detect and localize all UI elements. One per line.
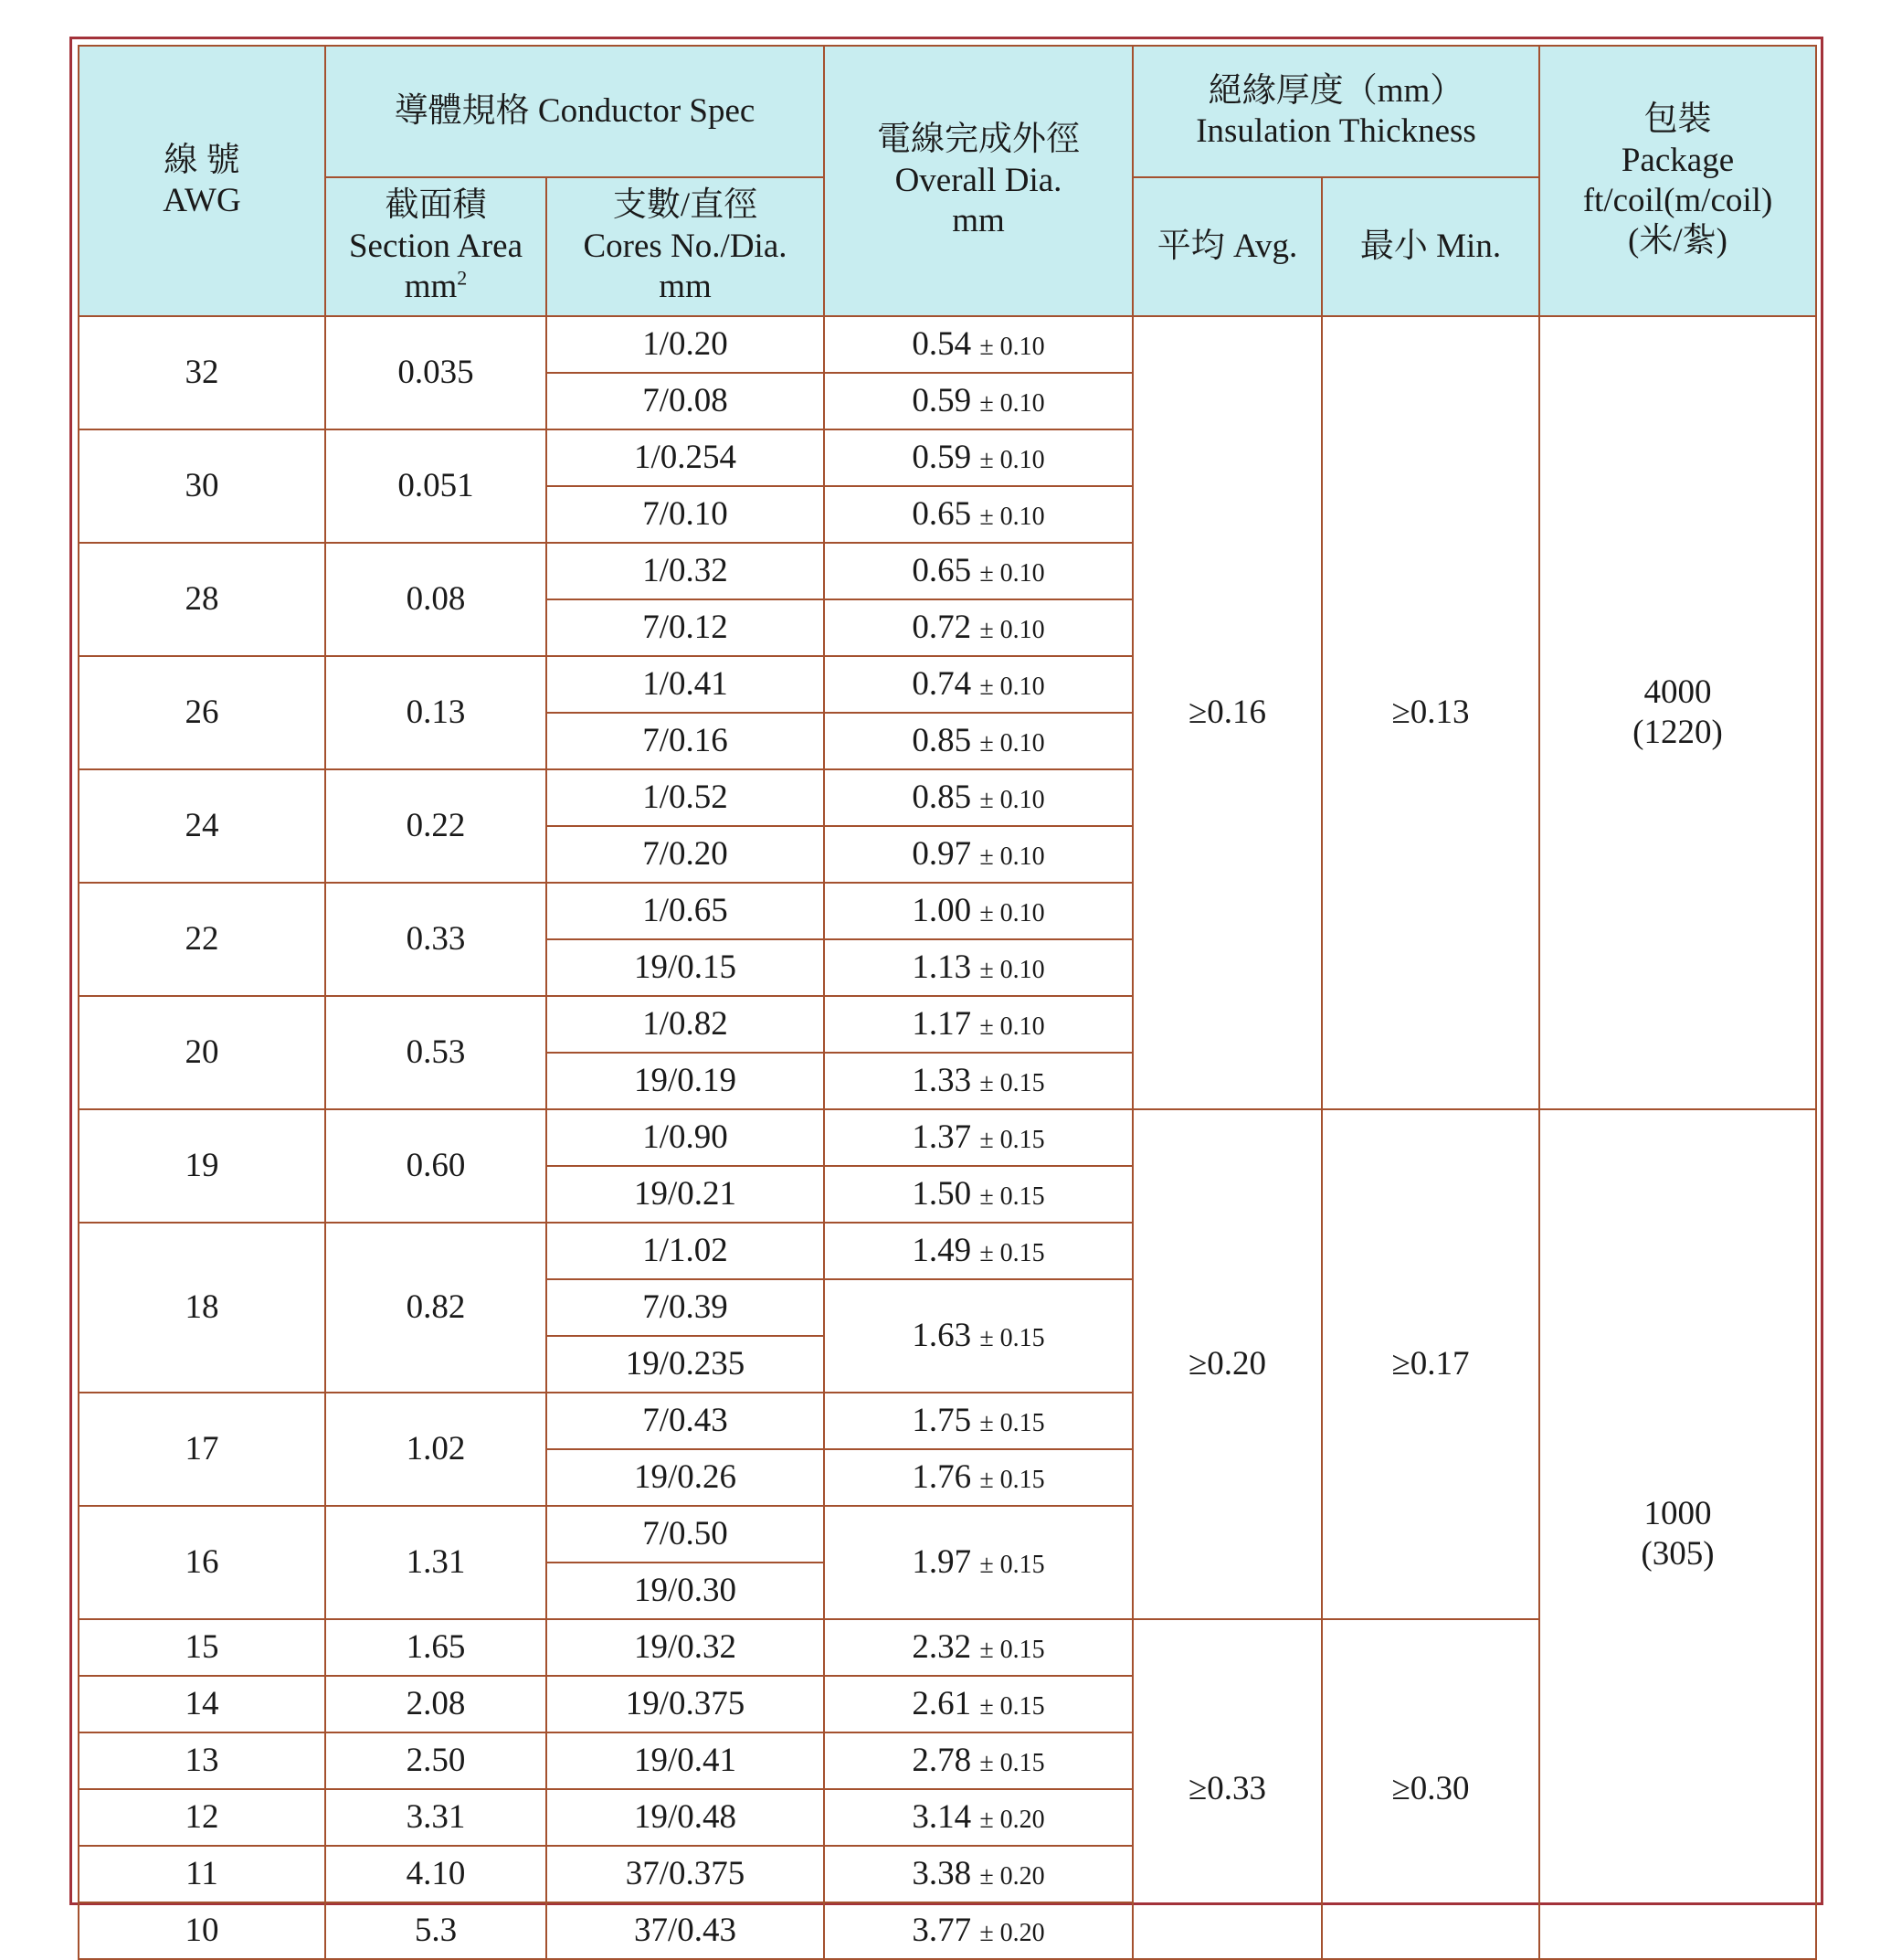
overall-dia-tolerance: ± 0.20 (979, 1861, 1045, 1891)
overall-dia-cell (824, 656, 1133, 713)
header-cores-zh: 支數/直徑 (612, 186, 758, 225)
overall-dia-tolerance: ± 0.10 (979, 672, 1045, 701)
header-overall-unit: mm (952, 202, 1005, 240)
overall-dia-cell (824, 769, 1133, 826)
overall-dia-tolerance: ± 0.15 (979, 1635, 1045, 1664)
overall-dia-value: 0.59 (912, 381, 972, 419)
section-area-cell: 5.3 (325, 1902, 546, 1959)
insulation-min-cell: ≥0.30 (1322, 1619, 1539, 1959)
overall-dia-tolerance: ± 0.15 (979, 1408, 1045, 1437)
overall-dia-tolerance: ± 0.15 (979, 1068, 1045, 1097)
cores-cell: 1/0.82 (546, 996, 824, 1053)
header-insulation-min: 最小 Min. (1322, 177, 1539, 316)
overall-dia-value: 1.76 (912, 1457, 972, 1496)
overall-dia-value: 0.97 (912, 834, 972, 873)
cores-cell: 7/0.08 (546, 373, 824, 429)
overall-dia-cell (824, 1449, 1133, 1506)
overall-dia-value: 1.00 (912, 891, 972, 929)
overall-dia-value: 1.33 (912, 1061, 972, 1099)
header-conductor-spec: 導體規格 Conductor Spec (325, 46, 824, 177)
awg-cell: 12 (79, 1789, 325, 1846)
header-awg-en: AWG (163, 182, 241, 219)
overall-dia-cell (824, 486, 1133, 543)
overall-dia-cell (824, 826, 1133, 883)
section-area-cell: 1.02 (325, 1393, 546, 1506)
section-area-cell: 2.08 (325, 1676, 546, 1732)
header-cores-en: Cores No./Dia. (583, 227, 787, 265)
cores-cell: 19/0.26 (546, 1449, 824, 1506)
overall-dia-tolerance: ± 0.10 (979, 332, 1045, 361)
overall-dia-tolerance: ± 0.15 (979, 1238, 1045, 1267)
overall-dia-value: 1.75 (912, 1401, 972, 1439)
header-overall-zh: 電線完成外徑 (877, 121, 1080, 159)
header-cores-unit: mm (659, 268, 712, 306)
section-area-cell: 0.82 (325, 1223, 546, 1393)
header-insulation-avg: 平均 Avg. (1133, 177, 1322, 316)
overall-dia-value: 0.74 (912, 664, 972, 703)
cores-cell: 19/0.19 (546, 1053, 824, 1109)
overall-dia-cell (824, 429, 1133, 486)
overall-dia-value: 1.50 (912, 1174, 972, 1213)
package-m: (305) (1641, 1535, 1715, 1573)
overall-dia-tolerance: ± 0.15 (979, 1748, 1045, 1777)
cores-cell: 19/0.48 (546, 1789, 824, 1846)
header-package-en: Package (1621, 141, 1735, 179)
cores-cell: 1/0.90 (546, 1109, 824, 1166)
header-overall-dia (824, 46, 1133, 316)
overall-dia-tolerance: ± 0.10 (979, 785, 1045, 814)
section-area-cell: 1.31 (325, 1506, 546, 1619)
awg-spec-table (78, 45, 1817, 1960)
table-header (79, 46, 1816, 316)
overall-dia-cell (824, 1279, 1133, 1393)
header-cores (546, 177, 824, 316)
cores-cell: 7/0.10 (546, 486, 824, 543)
overall-dia-tolerance: ± 0.15 (979, 1550, 1045, 1579)
header-awg (79, 46, 325, 316)
insulation-min-cell: ≥0.13 (1322, 316, 1539, 1109)
awg-cell: 19 (79, 1109, 325, 1223)
overall-dia-value: 1.17 (912, 1004, 972, 1043)
awg-cell: 13 (79, 1732, 325, 1789)
spec-table-frame (69, 37, 1823, 1949)
overall-dia-cell (824, 1619, 1133, 1676)
overall-dia-cell (824, 883, 1133, 939)
overall-dia-cell (824, 1223, 1133, 1279)
overall-dia-tolerance: ± 0.15 (979, 1125, 1045, 1154)
overall-dia-value: 0.54 (912, 324, 972, 363)
package-ft: 4000 (1643, 673, 1712, 711)
overall-dia-value: 1.49 (912, 1231, 972, 1269)
overall-dia-cell (824, 1053, 1133, 1109)
awg-cell: 26 (79, 656, 325, 769)
awg-cell: 18 (79, 1223, 325, 1393)
section-area-cell: 0.051 (325, 429, 546, 543)
overall-dia-tolerance: ± 0.10 (979, 502, 1045, 531)
cores-cell: 1/0.20 (546, 316, 824, 373)
overall-dia-tolerance: ± 0.15 (979, 1691, 1045, 1721)
overall-dia-cell (824, 1109, 1133, 1166)
overall-dia-value: 0.85 (912, 721, 972, 759)
insulation-min-cell: ≥0.17 (1322, 1109, 1539, 1619)
awg-cell: 14 (79, 1676, 325, 1732)
awg-cell: 11 (79, 1846, 325, 1902)
overall-dia-cell (824, 1789, 1133, 1846)
header-package-zh: 包裝 (1643, 101, 1712, 139)
awg-cell: 10 (79, 1902, 325, 1959)
cores-cell: 37/0.375 (546, 1846, 824, 1902)
header-overall-en: Overall Dia. (894, 161, 1062, 199)
overall-dia-value: 2.32 (912, 1627, 972, 1666)
header-insulation-en: Insulation Thickness (1196, 112, 1476, 150)
overall-dia-cell (824, 373, 1133, 429)
overall-dia-cell (824, 996, 1133, 1053)
cores-cell: 7/0.16 (546, 713, 824, 769)
overall-dia-value: 1.97 (912, 1542, 972, 1581)
overall-dia-tolerance: ± 0.10 (979, 1012, 1045, 1041)
section-area-unit-sup: 2 (457, 266, 468, 290)
overall-dia-tolerance: ± 0.15 (979, 1323, 1045, 1352)
package-cell (1539, 316, 1816, 1109)
overall-dia-value: 3.77 (912, 1911, 972, 1949)
overall-dia-tolerance: ± 0.15 (979, 1465, 1045, 1494)
overall-dia-cell (824, 1732, 1133, 1789)
header-section-area-en: Section Area (348, 227, 523, 265)
header-section-area-unit (326, 267, 545, 307)
section-area-cell: 0.33 (325, 883, 546, 996)
cores-cell: 19/0.30 (546, 1563, 824, 1619)
header-section-area-zh: 截面積 (385, 186, 487, 225)
cores-cell: 7/0.39 (546, 1279, 824, 1336)
awg-cell: 24 (79, 769, 325, 883)
overall-dia-tolerance: ± 0.10 (979, 728, 1045, 758)
awg-cell: 16 (79, 1506, 325, 1619)
cores-cell: 19/0.41 (546, 1732, 824, 1789)
overall-dia-value: 0.72 (912, 608, 972, 646)
overall-dia-value: 2.61 (912, 1684, 972, 1722)
overall-dia-tolerance: ± 0.10 (979, 842, 1045, 871)
overall-dia-value: 0.85 (912, 778, 972, 816)
overall-dia-tolerance: ± 0.10 (979, 445, 1045, 474)
overall-dia-tolerance: ± 0.10 (979, 388, 1045, 418)
section-area-cell: 0.22 (325, 769, 546, 883)
header-package-unit: ft/coil(m/coil) (1582, 182, 1773, 219)
cores-cell: 1/0.52 (546, 769, 824, 826)
overall-dia-value: 0.59 (912, 438, 972, 476)
overall-dia-tolerance: ± 0.10 (979, 898, 1045, 927)
header-insulation (1133, 46, 1539, 177)
overall-dia-cell (824, 1676, 1133, 1732)
awg-cell: 17 (79, 1393, 325, 1506)
section-area-unit-text: mm (404, 268, 458, 306)
awg-cell: 28 (79, 543, 325, 656)
overall-dia-cell (824, 599, 1133, 656)
overall-dia-cell (824, 939, 1133, 996)
overall-dia-tolerance: ± 0.10 (979, 955, 1045, 984)
overall-dia-cell (824, 543, 1133, 599)
header-insulation-zh: 絕緣厚度（mm） (1208, 71, 1464, 110)
cores-cell: 7/0.50 (546, 1506, 824, 1563)
cores-cell: 1/1.02 (546, 1223, 824, 1279)
cores-cell: 19/0.235 (546, 1336, 824, 1393)
overall-dia-tolerance: ± 0.10 (979, 615, 1045, 644)
overall-dia-cell (824, 1393, 1133, 1449)
insulation-avg-cell: ≥0.16 (1133, 316, 1322, 1109)
cores-cell: 19/0.375 (546, 1676, 824, 1732)
table-row (79, 316, 1816, 373)
overall-dia-cell (824, 1506, 1133, 1619)
overall-dia-value: 3.38 (912, 1854, 972, 1892)
header-package (1539, 46, 1816, 316)
cores-cell: 7/0.20 (546, 826, 824, 883)
section-area-cell: 2.50 (325, 1732, 546, 1789)
overall-dia-cell (824, 1902, 1133, 1959)
awg-cell: 20 (79, 996, 325, 1109)
overall-dia-value: 0.65 (912, 494, 972, 533)
section-area-cell: 0.035 (325, 316, 546, 429)
section-area-cell: 0.13 (325, 656, 546, 769)
cores-cell: 1/0.254 (546, 429, 824, 486)
overall-dia-cell (824, 713, 1133, 769)
overall-dia-value: 2.78 (912, 1741, 972, 1779)
cores-cell: 19/0.21 (546, 1166, 824, 1223)
insulation-avg-cell: ≥0.20 (1133, 1109, 1322, 1619)
awg-cell: 22 (79, 883, 325, 996)
overall-dia-tolerance: ± 0.10 (979, 558, 1045, 588)
section-area-cell: 3.31 (325, 1789, 546, 1846)
awg-cell: 30 (79, 429, 325, 543)
header-package-unit-zh: (米/紮) (1628, 222, 1727, 260)
overall-dia-value: 3.14 (912, 1797, 972, 1836)
section-area-cell: 4.10 (325, 1846, 546, 1902)
cores-cell: 1/0.41 (546, 656, 824, 713)
package-m: (1220) (1632, 714, 1723, 751)
awg-cell: 15 (79, 1619, 325, 1676)
section-area-cell: 1.65 (325, 1619, 546, 1676)
insulation-avg-cell: ≥0.33 (1133, 1619, 1322, 1959)
overall-dia-tolerance: ± 0.20 (979, 1918, 1045, 1947)
package-cell (1539, 1109, 1816, 1959)
section-area-cell: 0.08 (325, 543, 546, 656)
cores-cell: 19/0.15 (546, 939, 824, 996)
overall-dia-cell (824, 316, 1133, 373)
overall-dia-tolerance: ± 0.15 (979, 1181, 1045, 1211)
package-ft: 1000 (1643, 1494, 1712, 1532)
cores-cell: 1/0.65 (546, 883, 824, 939)
overall-dia-value: 0.65 (912, 551, 972, 589)
overall-dia-value: 1.63 (912, 1316, 972, 1354)
header-section-area (325, 177, 546, 316)
overall-dia-value: 1.37 (912, 1118, 972, 1156)
overall-dia-cell (824, 1166, 1133, 1223)
awg-cell: 32 (79, 316, 325, 429)
cores-cell: 37/0.43 (546, 1902, 824, 1959)
table-body (79, 316, 1816, 1959)
section-area-cell: 0.60 (325, 1109, 546, 1223)
cores-cell: 7/0.43 (546, 1393, 824, 1449)
section-area-cell: 0.53 (325, 996, 546, 1109)
cores-cell: 19/0.32 (546, 1619, 824, 1676)
header-awg-zh: 線 號 (164, 141, 240, 179)
cores-cell: 7/0.12 (546, 599, 824, 656)
overall-dia-tolerance: ± 0.20 (979, 1805, 1045, 1834)
table-row (79, 1109, 1816, 1166)
overall-dia-value: 1.13 (912, 948, 972, 986)
cores-cell: 1/0.32 (546, 543, 824, 599)
overall-dia-cell (824, 1846, 1133, 1902)
